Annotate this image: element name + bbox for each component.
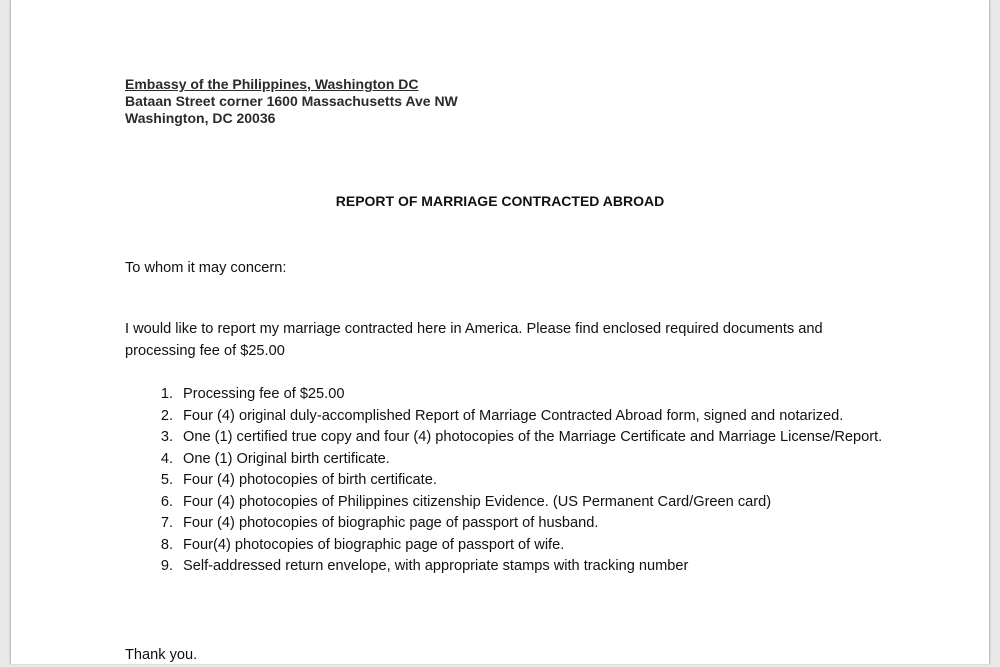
list-item (149, 406, 889, 428)
list-item-number: 5. (160, 472, 173, 488)
list-item (149, 492, 889, 514)
embassy-name: Embassy of the Philippines, Washington DC (125, 76, 419, 92)
list-item-number: 3. (160, 429, 173, 445)
list-item-number: 1. (160, 386, 173, 402)
list-item-text: Four (4) photocopies of Philippines citizenship Evidence. (US Permanent Card/Green card) (183, 493, 772, 510)
letter-title: REPORT OF MARRIAGE CONTRACTED ABROAD (335, 193, 665, 209)
embassy-address-block (125, 76, 458, 127)
embassy-street: Bataan Street corner 1600 Massachusetts Ave NW (125, 93, 458, 109)
list-item (149, 556, 889, 578)
list-item-number: 4. (160, 450, 173, 467)
letter-closing: Thank you. (125, 647, 198, 663)
list-item-text: Four (4) photocopies of biographic page of passport of husband. (183, 515, 599, 531)
list-item-text: Four (4) photocopies of birth certificate. (183, 472, 437, 488)
list-item (149, 384, 889, 406)
list-item-text: One (1) Original birth certificate. (183, 450, 390, 467)
list-item-number: 9. (160, 558, 173, 574)
list-item (149, 535, 889, 557)
list-item-text: Self-addressed return envelope, with appropriate stamps with tracking number (183, 558, 689, 574)
list-item-number: 8. (160, 536, 173, 553)
list-item-number: 6. (160, 493, 173, 510)
list-item-text: Four (4) original duly-accomplished Report of Marriage Contracted Abroad form, signed and notarized. (183, 407, 844, 424)
list-item-text: Processing fee of $25.00 (183, 386, 345, 402)
list-item-text: One (1) certified true copy and four (4) photocopies of the Marriage Certificate and Marriage License/Report. (183, 429, 883, 445)
list-item-number: 7. (160, 515, 173, 531)
list-item (149, 470, 889, 492)
document-page (10, 0, 990, 664)
letter-greeting: To whom it may concern: (125, 260, 287, 276)
list-item-number: 2. (160, 407, 173, 424)
letter-intro-paragraph: I would like to report my marriage contracted here in America. Please find enclosed required documents and processing fee of $25.00 (125, 321, 823, 359)
embassy-city: Washington, DC 20036 (125, 110, 276, 126)
list-item-text: Four(4) photocopies of biographic page of passport of wife. (183, 536, 565, 553)
list-item (149, 513, 889, 535)
list-item (149, 449, 889, 471)
required-documents-list (149, 384, 889, 578)
list-item (149, 427, 889, 449)
